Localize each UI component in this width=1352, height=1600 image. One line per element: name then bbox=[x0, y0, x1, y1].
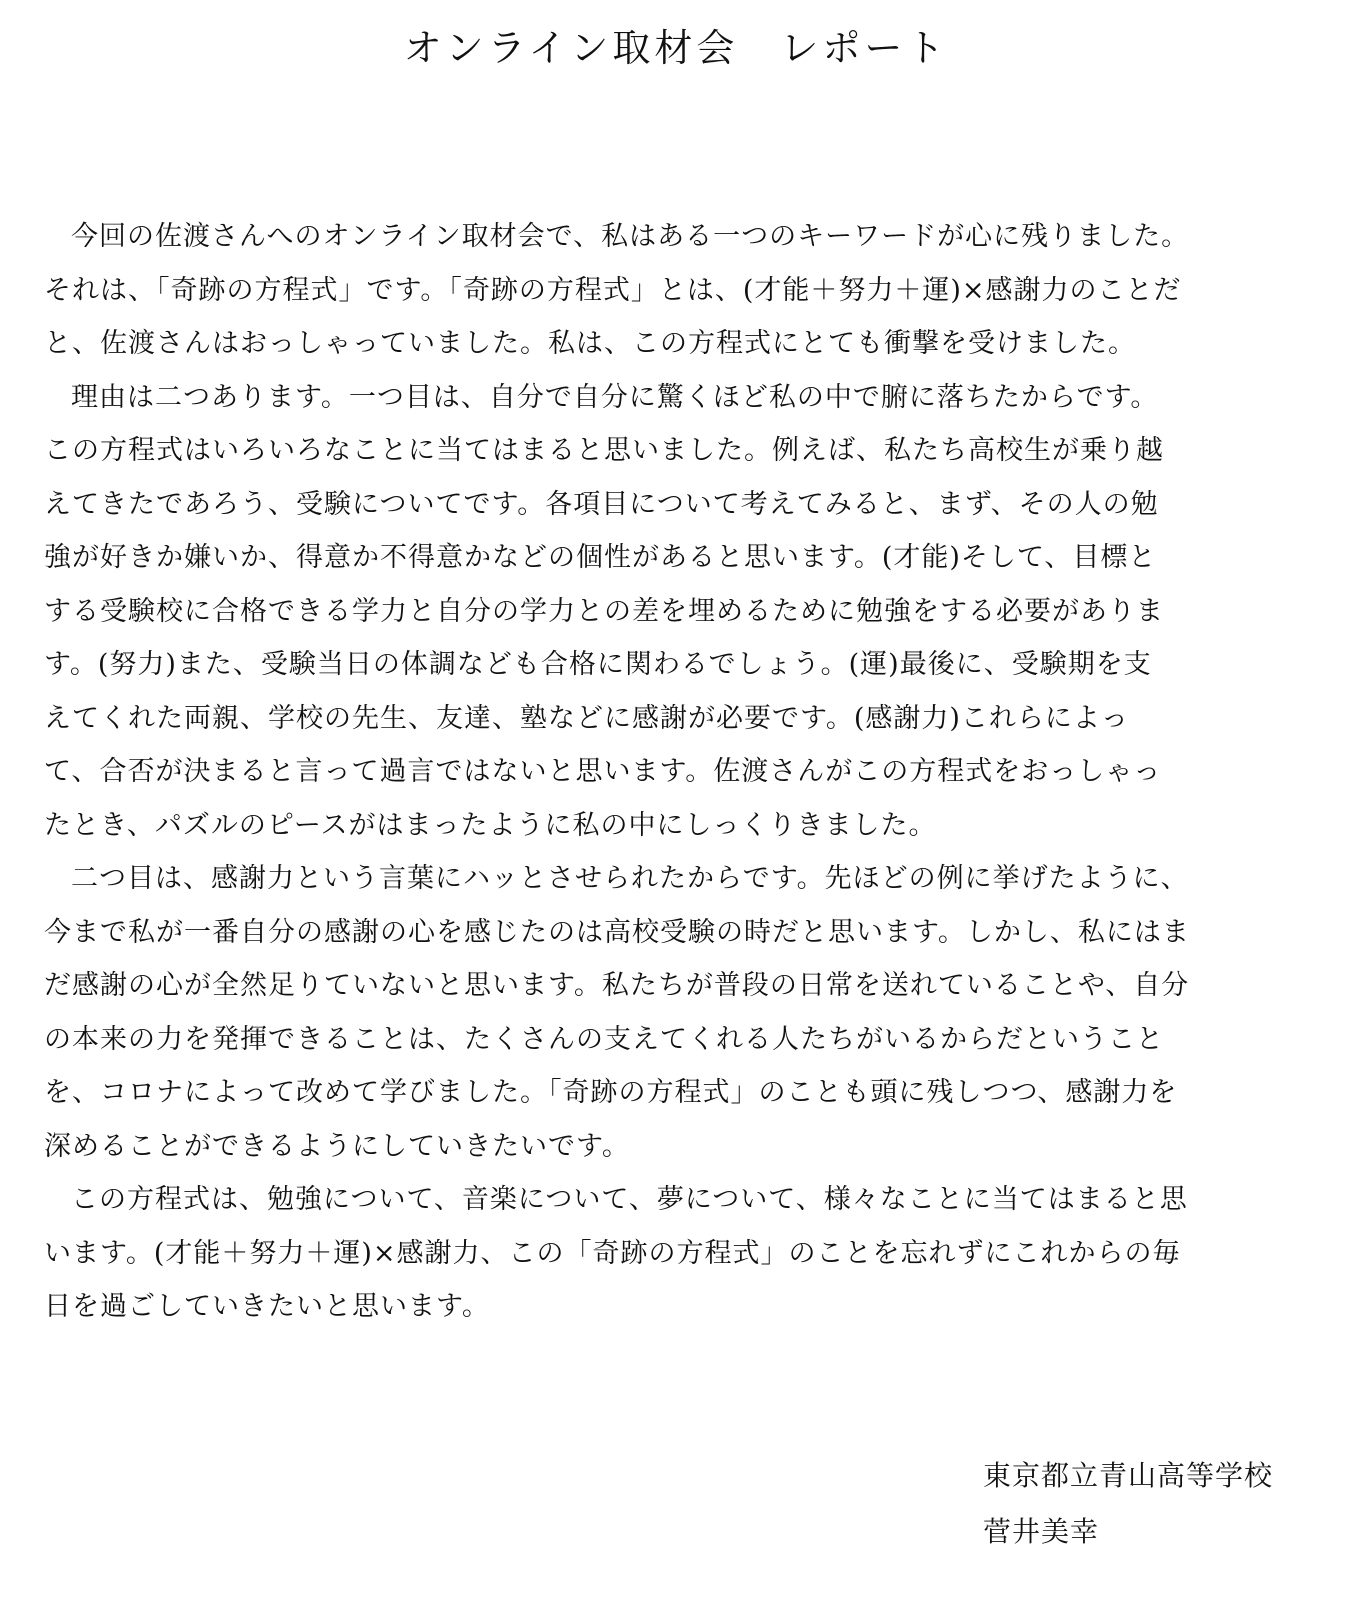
paragraph-4 bbox=[44, 1173, 1314, 1334]
text-line: 今まで私が一番自分の感謝の心を感じたのは高校受験の時だと思います。しかし、私にはま bbox=[44, 916, 1190, 948]
signature-block bbox=[983, 1448, 1323, 1560]
document-body bbox=[44, 210, 1314, 1334]
text-line: す。(努力)また、受験当日の体調なども合格に関わるでしょう。(運)最後に、受験期を支 bbox=[44, 649, 1152, 680]
author-name: 菅井美幸 bbox=[983, 1515, 1100, 1548]
text-line: と、佐渡さんはおっしゃっていました。私は、この方程式にとても衝撃を受けました。 bbox=[44, 328, 1136, 359]
text-line: 今回の佐渡さんへのオンライン取材会で、私はある一つのキーワードが心に残りました。 bbox=[71, 221, 1190, 252]
text-line: この方程式はいろいろなことに当てはまると思いました。例えば、私たち高校生が乗り越 bbox=[44, 435, 1164, 466]
text-line: を、コロナによって改めて学びました。「奇跡の方程式」のことも頭に残しつつ、感謝力を bbox=[44, 1077, 1178, 1108]
text-line: て、合否が決まると言って過言ではないと思います。佐渡さんがこの方程式をおっしゃっ bbox=[44, 756, 1162, 787]
paragraph-2 bbox=[44, 371, 1314, 853]
text-line: 日を過ごしていきたいと思います。 bbox=[44, 1291, 490, 1322]
paragraph-3 bbox=[44, 852, 1314, 1173]
text-line: たとき、パズルのピースがはまったように私の中にしっくりきました。 bbox=[44, 809, 937, 841]
document-title: オンライン取材会 レポート bbox=[403, 26, 949, 70]
text-line: する受験校に合格できる学力と自分の学力との差を埋めるために勉強をする必要がありま bbox=[44, 595, 1164, 627]
text-line: この方程式は、勉強について、音楽について、夢について、様々なことに当てはまると思 bbox=[71, 1184, 1188, 1215]
text-line: それは、「奇跡の方程式」です。「奇跡の方程式」とは、(才能＋努力＋運)×感謝力のことだ bbox=[44, 274, 1182, 306]
school-name: 東京都立青山高等学校 bbox=[983, 1459, 1274, 1492]
paragraph-1 bbox=[44, 210, 1314, 371]
text-line: います。(才能＋努力＋運)×感謝力、この「奇跡の方程式」のことを忘れずにこれからの毎 bbox=[44, 1237, 1181, 1269]
text-line: えてきたであろう、受験についてです。各項目について考えてみると、まず、その人の勉 bbox=[44, 488, 1159, 520]
text-line: だ感謝の心が全然足りていないと思います。私たちが普段の日常を送れていることや、自分 bbox=[44, 970, 1190, 1001]
text-line: 二つ目は、感謝力という言葉にハッとさせられたからです。先ほどの例に挙げたように、 bbox=[71, 863, 1189, 894]
text-line: 強が好きか嫌いか、得意か不得意かなどの個性があると思います。(才能)そして、目標と bbox=[44, 542, 1157, 573]
text-line: 理由は二つあります。一つ目は、自分で自分に驚くほど私の中で腑に落ちたからです。 bbox=[71, 381, 1159, 413]
text-line: 深めることができるようにしていきたいです。 bbox=[44, 1130, 630, 1162]
text-line: えてくれた両親、学校の先生、友達、塾などに感謝が必要です。(感謝力)これらによっ bbox=[44, 702, 1129, 734]
text-line: の本来の力を発揮できることは、たくさんの支えてくれる人たちがいるからだということ bbox=[44, 1023, 1164, 1055]
